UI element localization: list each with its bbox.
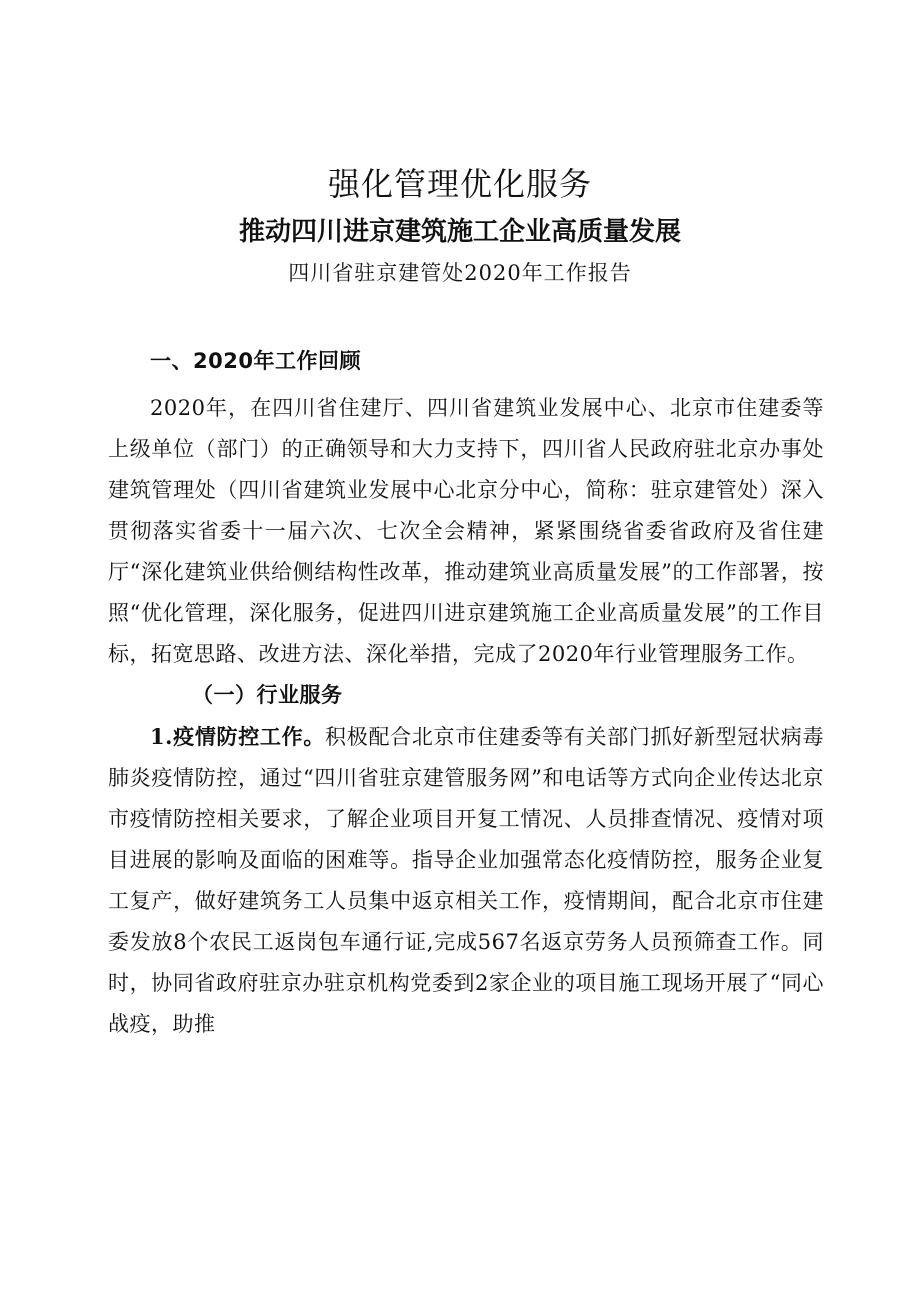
report-title: 四川省驻京建管处2020年工作报告 <box>288 261 632 285</box>
section-heading: 一、2020年工作回顾 <box>150 349 361 373</box>
section-paragraph: 2020年，在四川省住建厅、四川省建筑业发展中心、北京市住建委等上级单位（部门）的正确领导和大力支持下，四川省人民政府驻北京办事处建筑管理处（四川省建筑业发展中心北京分中心，简称：驻京建管处）深入贯彻落实省委十一届六次、七次全会精神，紧紧围绕省委省政府及省住建厅“深化建筑业供给侧结构性改革，推动建筑业高质量发展”的工作部署，按照“优化管理，深化服务，促进四川进京建筑施工企业高质量发展”的工作目标，拓宽思路、改进方法、深化举措，完成了2020年行业管理服务工作。 <box>108 396 824 666</box>
item-paragraph <box>108 716 824 1045</box>
subsection-heading: （一）行业服务 <box>192 683 343 707</box>
document-subtitle: 推动四川进京建筑施工企业高质量发展 <box>238 217 681 247</box>
document-title: 强化管理优化服务 <box>327 165 592 203</box>
document-body <box>108 341 824 1045</box>
item-text: 积极配合北京市住建委等有关部门抓好新型冠状病毒肺炎疫情防控，通过“四川省驻京建管服务网”和电话等方式向企业传达北京市疫情防控相关要求，了解企业项目开复工情况、人员排查情况、疫情对项目进展的影响及面临的困难等。指导企业加强常态化疫情防控，服务企业复工复产，做好建筑务工人员集中返京相关工作，疫情期间，配合北京市住建委发放8个农民工返岗包车通行证,完成567名返京劳务人员预筛查工作。同时，协同省政府驻京办驻京机构党委到2家企业的项目施工现场开展了“同心战疫，助推 <box>108 725 824 1036</box>
item-lead: 1.疫情防控工作。 <box>150 724 326 749</box>
